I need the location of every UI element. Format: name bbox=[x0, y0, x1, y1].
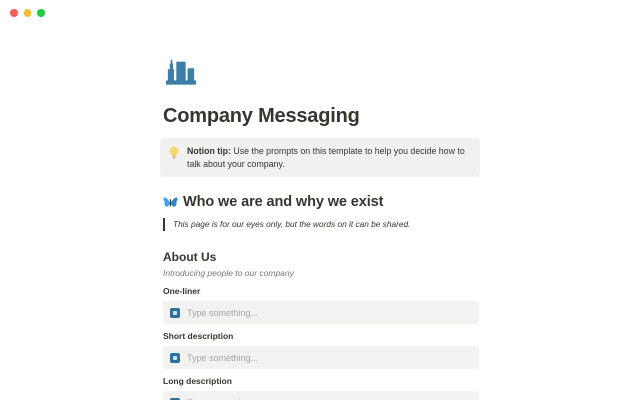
field-label: Long description bbox=[163, 376, 232, 386]
butterfly-icon bbox=[163, 196, 178, 209]
field-label: One-liner bbox=[163, 286, 201, 296]
about-us-heading: About Us bbox=[163, 250, 217, 264]
minimize-button[interactable] bbox=[24, 9, 32, 17]
page-title: Company Messaging bbox=[163, 105, 360, 127]
callout-text bbox=[187, 145, 470, 170]
section-heading bbox=[163, 193, 479, 211]
embed-app-icon bbox=[170, 308, 180, 318]
about-us-subtitle: Introducing people to our company bbox=[163, 268, 294, 278]
field-one-liner bbox=[163, 286, 479, 324]
long-description-input[interactable] bbox=[187, 391, 472, 400]
notion-tip-callout bbox=[160, 138, 480, 177]
field-input-row[interactable] bbox=[163, 346, 479, 369]
callout-body: Use the prompts on this template to help you decide how to talk about your company. bbox=[187, 146, 465, 169]
zoom-button[interactable] bbox=[37, 9, 45, 17]
page-content bbox=[163, 57, 479, 400]
short-description-input[interactable] bbox=[187, 346, 472, 369]
field-long-description bbox=[163, 376, 479, 400]
embed-app-icon bbox=[170, 353, 180, 363]
window-controls bbox=[10, 9, 45, 17]
section-heading-text: Who we are and why we exist bbox=[183, 194, 384, 210]
field-label: Short description bbox=[163, 331, 234, 341]
one-liner-input[interactable] bbox=[187, 301, 472, 324]
city-buildings-icon[interactable] bbox=[166, 57, 196, 87]
callout-bold-label: Notion tip: bbox=[187, 146, 231, 156]
lightbulb-icon bbox=[168, 146, 180, 160]
field-input-row[interactable] bbox=[163, 391, 479, 400]
field-input-row[interactable] bbox=[163, 301, 479, 324]
quote-block: This page is for our eyes only, but the words on it can be shared. bbox=[163, 218, 479, 231]
close-button[interactable] bbox=[10, 9, 18, 17]
field-short-description bbox=[163, 331, 479, 369]
